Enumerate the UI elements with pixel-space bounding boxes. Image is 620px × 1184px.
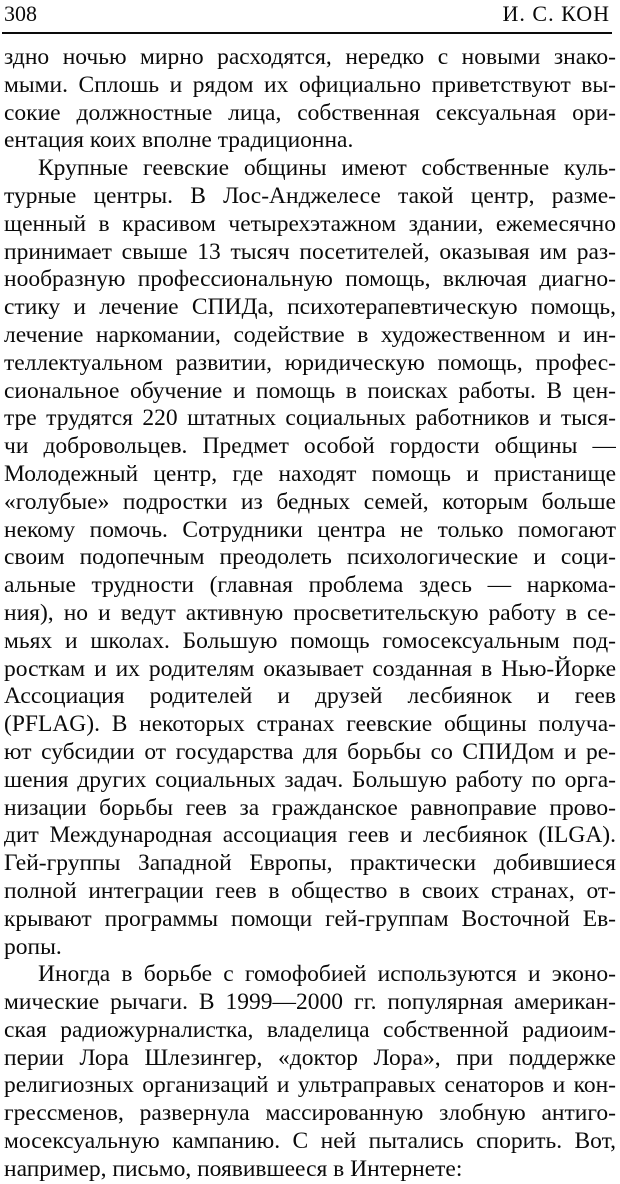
text-line: перии Лора Шлезингер, «доктор Лора», при поддержке	[4, 1044, 616, 1071]
paragraph	[4, 155, 616, 961]
body-text	[4, 44, 616, 1184]
text-line: ентация коих вполне традиционна.	[4, 127, 354, 154]
text-line: чи добровольцев. Предмет особой гордости общины —	[4, 433, 616, 460]
text-line: дит Международная ассоциация геев и лесбиянок (ILGA).	[4, 822, 616, 849]
text-line: мосексуальную кампанию. С ней пытались спорить. Вот,	[4, 1128, 616, 1155]
text-line: своим подопечным преодолеть психологические и соци-	[4, 544, 616, 571]
text-line: Ассоциация родителей и друзей лесбиянок и геев	[4, 683, 616, 710]
text-line: росткам и их родителям оказывает созданная в Нью-Йорке	[4, 655, 616, 682]
text-line: турные центры. В Лос-Анджелесе такой центр, разме-	[4, 182, 616, 209]
text-line: ют субсидии от государства для борьбы со СПИДом и ре-	[4, 738, 616, 765]
text-line: например, письмо, появившееся в Интернете:	[4, 1155, 463, 1182]
text-line: мьях и школах. Большую помощь гомосексуальным под-	[4, 627, 616, 654]
text-line: полной интеграции геев в общество в своих странах, от-	[4, 877, 616, 904]
text-line: «голубые» подростки из бедных семей, которым больше	[4, 488, 616, 515]
text-line: крывают программы помощи гей-группам Восточной Ев-	[4, 905, 616, 932]
text-line: религиозных организаций и ультраправых сенаторов и кон-	[4, 1072, 616, 1099]
text-line: мические рычаги. В 1999—2000 гг. популярная американ-	[4, 989, 616, 1016]
text-line: лечение наркомании, содействие в художественном и ин-	[4, 321, 616, 348]
text-line: нообразную профессиональную помощь, включая диагно-	[4, 266, 616, 293]
text-line: Молодежный центр, где находят помощь и пристанище	[4, 460, 616, 487]
text-line: Иногда в борьбе с гомофобией используются и эконо-	[38, 961, 616, 988]
text-line: шения других социальных задач. Большую работу по орга-	[4, 766, 616, 793]
text-line: (PFLAG). В некоторых странах геевские общины получа-	[4, 711, 616, 738]
text-line: сиональное обучение и помощь в поисках работы. В цен-	[4, 377, 616, 404]
text-line: мыми. Сплошь и рядом их официально приветствуют вы-	[4, 71, 616, 98]
text-line: альные трудности (главная проблема здесь — наркома-	[4, 572, 616, 599]
text-line: ская радиожурналистка, владелица собственной радиоим-	[4, 1016, 616, 1043]
page-number: 308	[4, 1, 37, 26]
paragraph	[4, 44, 616, 155]
text-line: Крупные геевские общины имеют собственные куль-	[38, 155, 616, 182]
text-line: щенный в красивом четырехэтажном здании, ежемесячно	[4, 210, 616, 237]
text-line: ропы.	[4, 933, 62, 960]
header-rule	[2, 32, 612, 34]
text-line: низации борьбы геев за гражданское равноправие прово-	[4, 794, 616, 821]
text-line: принимает свыше 13 тысяч посетителей, оказывая им раз-	[4, 238, 616, 265]
text-line: тре трудятся 220 штатных социальных работников и тыся-	[4, 405, 616, 432]
text-line: ния), но и ведут активную просветительскую работу в се-	[4, 599, 616, 626]
text-line: стику и лечение СПИДа, психотерапевтическую помощь,	[4, 294, 616, 321]
text-line: сокие должностные лица, собственная сексуальная ори-	[4, 99, 616, 126]
text-line: Гей-группы Западной Европы, практически добившиеся	[4, 850, 616, 877]
text-line: грессменов, развернула массированную злобную антиго-	[4, 1100, 616, 1127]
page-header	[4, 0, 610, 32]
text-line: теллектуальном развитии, юридическую помощь, профес-	[4, 349, 616, 376]
paragraph	[4, 961, 616, 1183]
running-head: И. С. КОН	[502, 1, 610, 26]
text-line: некому помочь. Сотрудники центра не только помогают	[4, 516, 616, 543]
text-line: здно ночью мирно расходятся, нередко с новыми знако-	[4, 44, 616, 70]
